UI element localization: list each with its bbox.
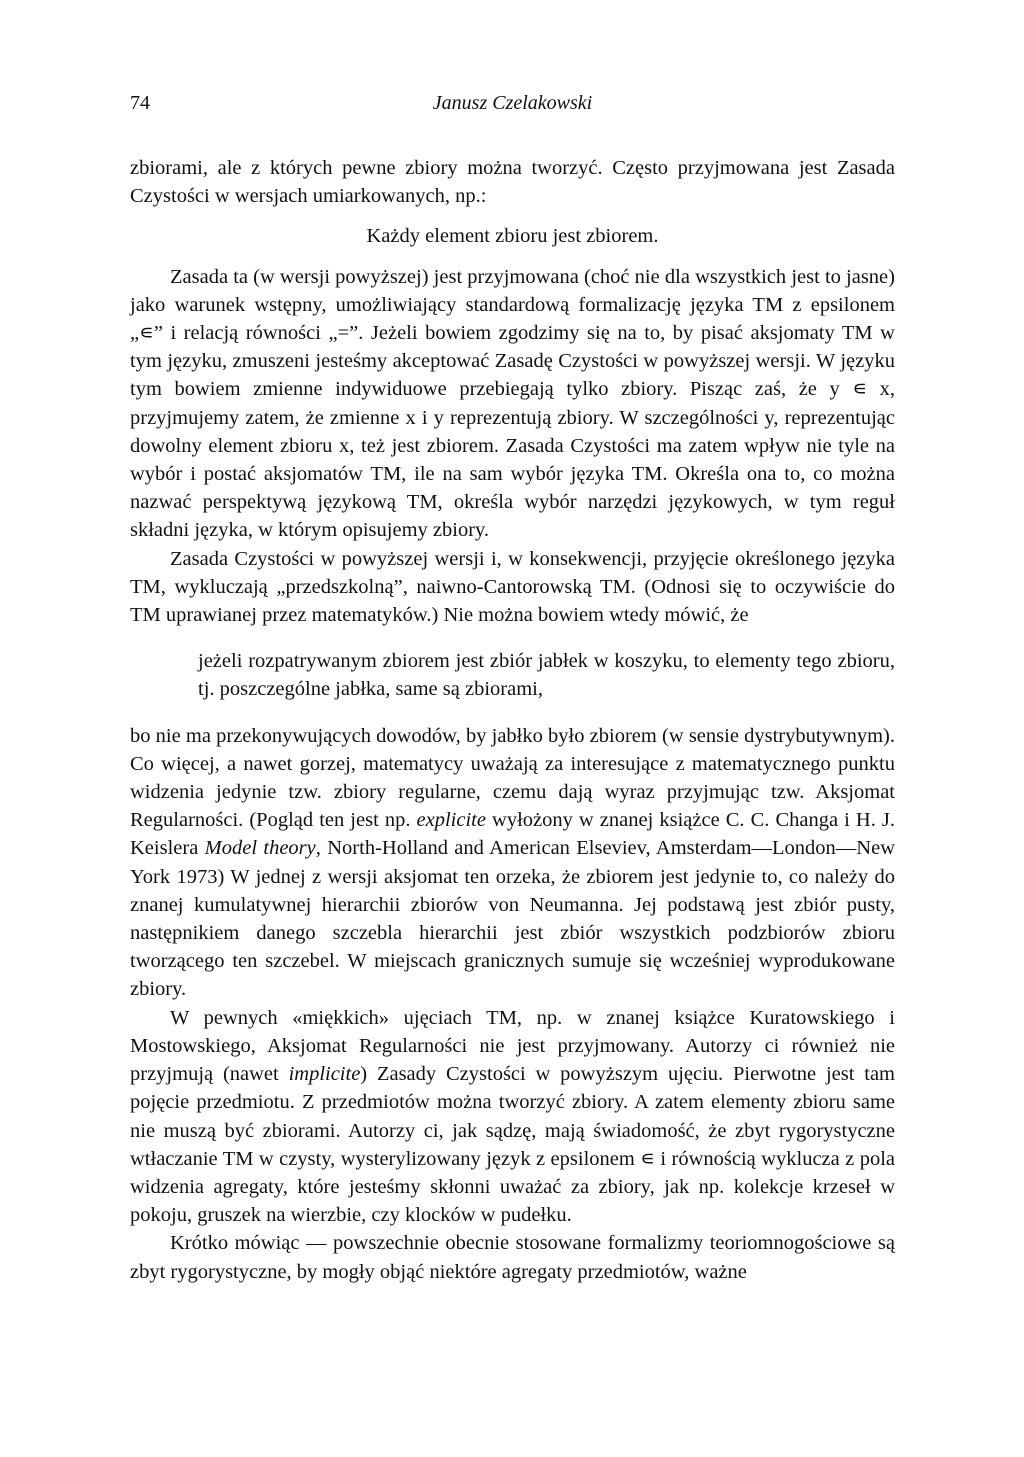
- paragraph-2: Zasada ta (w wersji powyższej) jest przyjmowana (choć nie dla wszystkich jest to jasne) jako warunek wstępny, umożliwiający standardową formalizację języka TM z epsilonem „∊” i relacją równości „=”. Jeżeli bowiem zgodzimy się na to, by pisać aksjomaty TM w tym języku, zmuszeni jesteśmy akceptować Zasadę Czystości w powyższej wersji. W języku tym bowiem zmienne indywiduowe przebiegają tylko zbiory. Pisząc zaś, że y ∊ x, przyjmujemy zatem, że zmienne x i y reprezentują zbiory. W szczególności y, reprezentując dowolny element zbioru x, też jest zbiorem. Zasada Czystości ma zatem wpływ nie tyle na wybór i postać aksjomatów TM, ile na sam wybór języka TM. Określa ona to, co można nazwać perspektywą językową TM, określa wybór narzędzi językowych, w tym reguł składni języka, w którym opisujemy zbiory.: [130, 265, 895, 542]
- paragraph-4-book-title: Model theory: [204, 837, 316, 860]
- block-quote: jeżeli rozpatrywanym zbiorem jest zbiór jabłek w koszyku, to elementy tego zbioru, tj. poszczególne jabłka, same są zbiorami,: [198, 650, 895, 701]
- paragraph-5-part-b: ) Zasady Czystości w powyższym ujęciu. Pierwotne jest tam pojęcie przedmiotu. Z przedmiotów można tworzyć zbiory. A zatem elementy zbioru same nie muszą być zbiorami. Autorzy ci, jak sądzę, mają świadomość, że zbyt rygorystyczne wtłaczanie TM w czysty, wysterylizowany język z epsilonem ∊ i równością wyklucza z pola widzenia agregaty, które jesteśmy skłonni uważać za zbiory, jak np. kolekcje krzeseł w pokoju, gruszek na wierzbie, czy klocków w pudełku.: [130, 1063, 895, 1227]
- paragraph-4-part-b: wyłożony w znanej książce C. C. Changa i H. J. Keislera: [130, 809, 895, 860]
- paragraph-1: zbiorami, ale z których pewne zbiory można tworzyć. Często przyjmowana jest Zasada Czystości w wersjach umiarkowanych, np.:: [130, 157, 895, 208]
- paragraph-4-part-a: bo nie ma przekonywujących dowodów, by jabłko było zbiorem (w sensie dystrybutywnym). Co więcej, a nawet gorzej, matematycy uważają za interesujące z matematycznego punktu widzenia jedynie tzw. zbiory regularne, czemu dają wyraz przyjmując tzw. Aksjomat Regularności. (Pogląd ten jest np.: [130, 724, 895, 832]
- paragraph-3: Zasada Czystości w powyższej wersji i, w konsekwencji, przyjęcie określonego języka TM, wykluczają „przedszkolną”, naiwno-Cantorowską TM. (Odnosi się to oczywiście do TM uprawianej przez matematyków.) Nie można bowiem wtedy mówić, że: [130, 547, 895, 627]
- running-head: Janusz Czelakowski: [432, 92, 593, 114]
- paragraph-4: [130, 722, 895, 1004]
- page-header: [130, 92, 895, 132]
- document-page: [130, 92, 895, 1286]
- paragraph-5: [130, 1004, 895, 1230]
- page-number: 74: [130, 92, 150, 114]
- centered-statement: Każdy element zbioru jest zbiorem.: [366, 225, 659, 248]
- paragraph-4-part-c: , North-Holland and American Elseviev, Amsterdam—London—New York 1973) W jednej z wersji aksjomat ten orzeka, że zbiorem jest jedynie to, co należy do znanej kumulatywnej hierarchii zbiorów von Neumanna. Jej podstawą jest zbiór pusty, następnikiem danego szczebla hierarchii jest zbiór wszystkich podzbiorów zbioru tworzącego ten szczebel. W miejscach granicznych sumuje się wcześniej wyprodukowane zbiory.: [130, 837, 896, 1001]
- paragraph-4-explicite: explicite: [416, 809, 486, 832]
- paragraph-5-implicite: implicite: [288, 1063, 361, 1086]
- body-text: [130, 154, 895, 1286]
- paragraph-6: Krótko mówiąc — powszechnie obecnie stosowane formalizmy teoriomnogościowe są zbyt rygorystyczne, by mogły objąć niektóre agregaty przedmiotów, ważne: [130, 1232, 895, 1283]
- paragraph-5-part-a: W pewnych «miękkich» ujęciach TM, np. w znanej książce Kuratowskiego i Mostowskiego, Aksjomat Regularności nie jest przyjmowany. Autorzy ci również nie przyjmują (nawet: [130, 1006, 895, 1086]
